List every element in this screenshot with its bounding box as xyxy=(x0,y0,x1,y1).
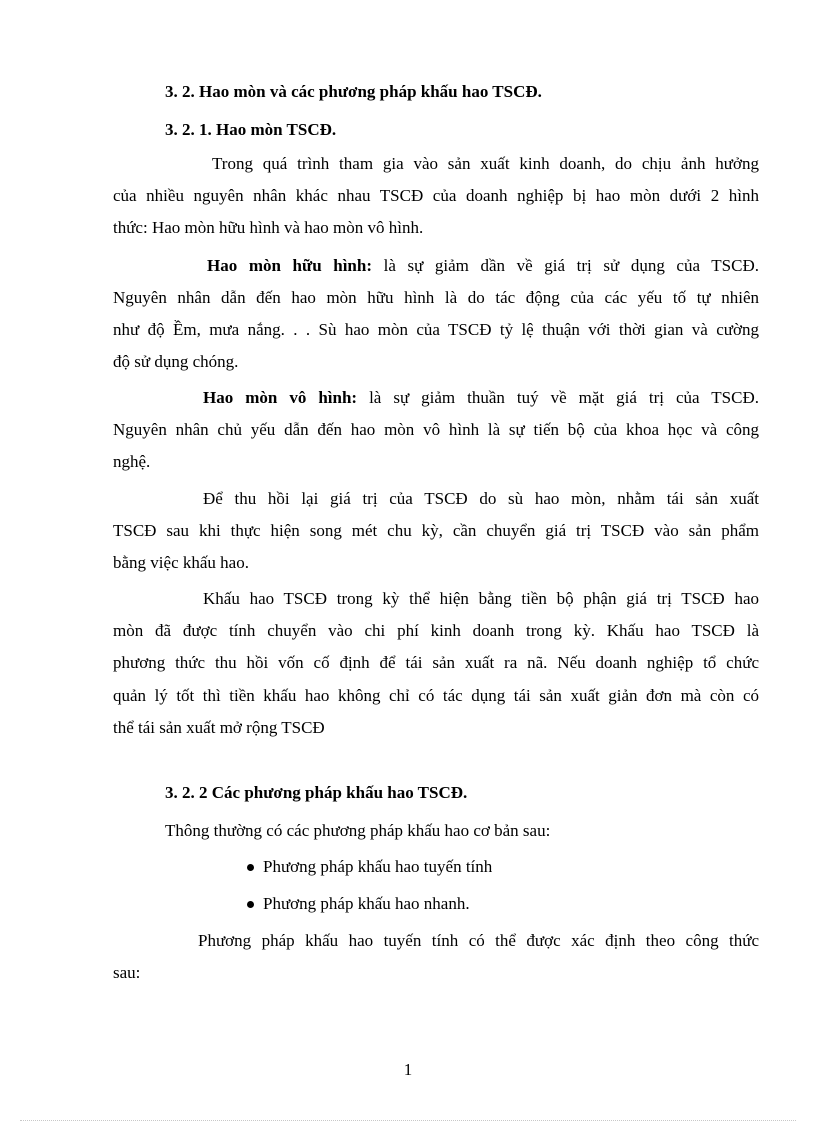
paragraph-line: Nguyên nhân chủ yếu dẫn đến hao mòn vô hình là sự tiến bộ của khoa học và công xyxy=(113,420,759,439)
bold-term: Hao mòn vô hình: xyxy=(203,388,358,407)
paragraph-line: Hao mòn hữu hình: là sự giảm dần về giá trị sử dụng của TSCĐ. xyxy=(207,256,760,275)
paragraph-line: quản lý tốt thì tiền khấu hao không chỉ có tác dụng tái sản xuất giản đơn mà còn có xyxy=(113,686,759,705)
paragraph-line: thức: Hao mòn hữu hình và hao mòn vô hình. xyxy=(113,218,424,237)
paragraph-line: nghệ. xyxy=(113,452,151,471)
paragraph-line: sau: xyxy=(113,963,141,982)
paragraph-line: Trong quá trình tham gia vào sản xuất kinh doanh, do chịu ảnh hưởng xyxy=(212,154,759,173)
paragraph-line: thể tái sản xuất mở rộng TSCĐ xyxy=(113,718,325,737)
paragraph-line: như độ Ềm, mưa nắng. . . Sù hao mòn của TSCĐ tỷ lệ thuận với thời gian và cường xyxy=(113,320,759,339)
paragraph-line: TSCĐ sau khi thực hiện song mét chu kỳ, cần chuyển giá trị TSCĐ vào sản phẩm xyxy=(113,521,759,540)
paragraph-line: Nguyên nhân dẫn đến hao mòn hữu hình là do tác động của các yếu tố tự nhiên xyxy=(113,288,759,307)
page-divider xyxy=(20,1120,796,1121)
page-number: 1 xyxy=(403,1060,413,1079)
paragraph-line: Khấu hao TSCĐ trong kỳ thể hiện bằng tiền bộ phận giá trị TSCĐ hao xyxy=(203,589,759,608)
paragraph-line: độ sử dụng chóng. xyxy=(113,352,239,371)
paragraph-line: bằng việc khấu hao. xyxy=(113,553,249,572)
paragraph-line: Hao mòn vô hình: là sự giảm thuần tuý về mặt giá trị của TSCĐ. xyxy=(203,388,759,407)
subsection-heading: 3. 2. 1. Hao mòn TSCĐ. xyxy=(165,120,337,139)
section-heading: 3. 2. Hao mòn và các phương pháp khấu hao TSCĐ. xyxy=(165,82,542,101)
paragraph-line: phương thức thu hồi vốn cố định để tái sản xuất ra nã. Nếu doanh nghiệp tổ chức xyxy=(113,653,759,672)
list-item: Phương pháp khấu hao tuyến tính xyxy=(247,857,492,877)
subsection-heading: 3. 2. 2 Các phương pháp khấu hao TSCĐ. xyxy=(165,783,468,802)
paragraph-line: Để thu hồi lại giá trị của TSCĐ do sù hao mòn, nhằm tái sản xuất xyxy=(203,489,759,508)
bullet-icon xyxy=(247,901,254,908)
paragraph-line: Phương pháp khấu hao tuyến tính có thể được xác định theo công thức xyxy=(198,931,759,950)
paragraph-line: mòn đã được tính chuyển vào chi phí kinh doanh trong kỳ. Khấu hao TSCĐ là xyxy=(113,621,759,640)
paragraph-line: Thông thường có các phương pháp khấu hao cơ bản sau: xyxy=(165,821,551,840)
bold-term: Hao mòn hữu hình: xyxy=(207,256,373,275)
list-item: Phương pháp khấu hao nhanh. xyxy=(247,894,470,914)
bullet-icon xyxy=(247,864,254,871)
paragraph-line: của nhiều nguyên nhân khác nhau TSCĐ của doanh nghiệp bị hao mòn dưới 2 hình xyxy=(113,186,759,205)
